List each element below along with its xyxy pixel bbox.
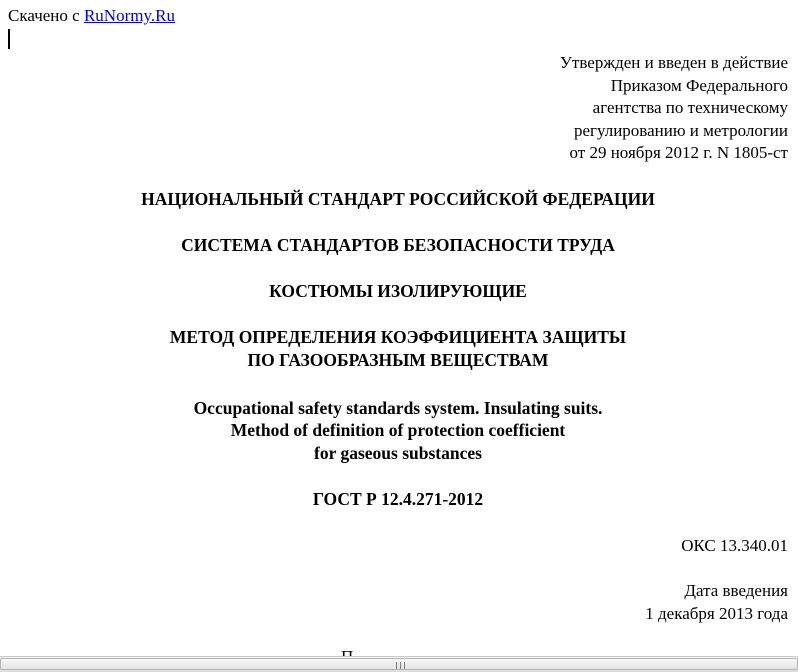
approval-line: агентства по техническому [592, 98, 788, 118]
scrollbar-thumb[interactable] [0, 658, 798, 670]
source-line [8, 6, 175, 26]
horizontal-scrollbar[interactable] [0, 656, 798, 672]
intro-date-block [645, 580, 788, 625]
english-title-line1: Occupational safety standards system. Insulating suits. [193, 398, 603, 418]
subject-heading: КОСТЮМЫ ИЗОЛИРУЮЩИЕ [269, 281, 527, 301]
approval-line: Приказом Федерального [610, 75, 788, 95]
method-heading-line2: ПО ГАЗООБРАЗНЫМ ВЕЩЕСТВАМ [247, 350, 549, 370]
approval-line: от 29 ноября 2012 г. N 1805-ст [569, 143, 788, 163]
english-title-line3: for gaseous substances [314, 443, 482, 463]
grip-icon [396, 662, 405, 669]
national-standard-heading: НАЦИОНАЛЬНЫЙ СТАНДАРТ РОССИЙСКОЙ ФЕДЕРАЦИИ [141, 189, 655, 209]
text-cursor [8, 29, 10, 49]
approval-line: Утвержден и введен в действие [559, 53, 788, 72]
intro-date-label: Дата введения [684, 581, 788, 600]
approval-block [560, 52, 788, 165]
source-prefix: Скачено с [8, 6, 84, 25]
english-title-line2: Method of definition of protection coefficient [230, 420, 566, 440]
method-heading-line1: МЕТОД ОПРЕДЕЛЕНИЯ КОЭФФИЦИЕНТА ЗАЩИТЫ [169, 327, 627, 347]
approval-line: регулированию и метрологии [573, 120, 788, 140]
system-heading: СИСТЕМА СТАНДАРТОВ БЕЗОПАСНОСТИ ТРУДА [181, 235, 615, 255]
okc-code: ОКС 13.340.01 [681, 536, 788, 555]
gost-designation: ГОСТ Р 12.4.271-2012 [312, 489, 484, 509]
intro-date-value: 1 декабря 2013 года [645, 603, 788, 623]
source-link[interactable]: RuNormy.Ru [83, 6, 175, 25]
